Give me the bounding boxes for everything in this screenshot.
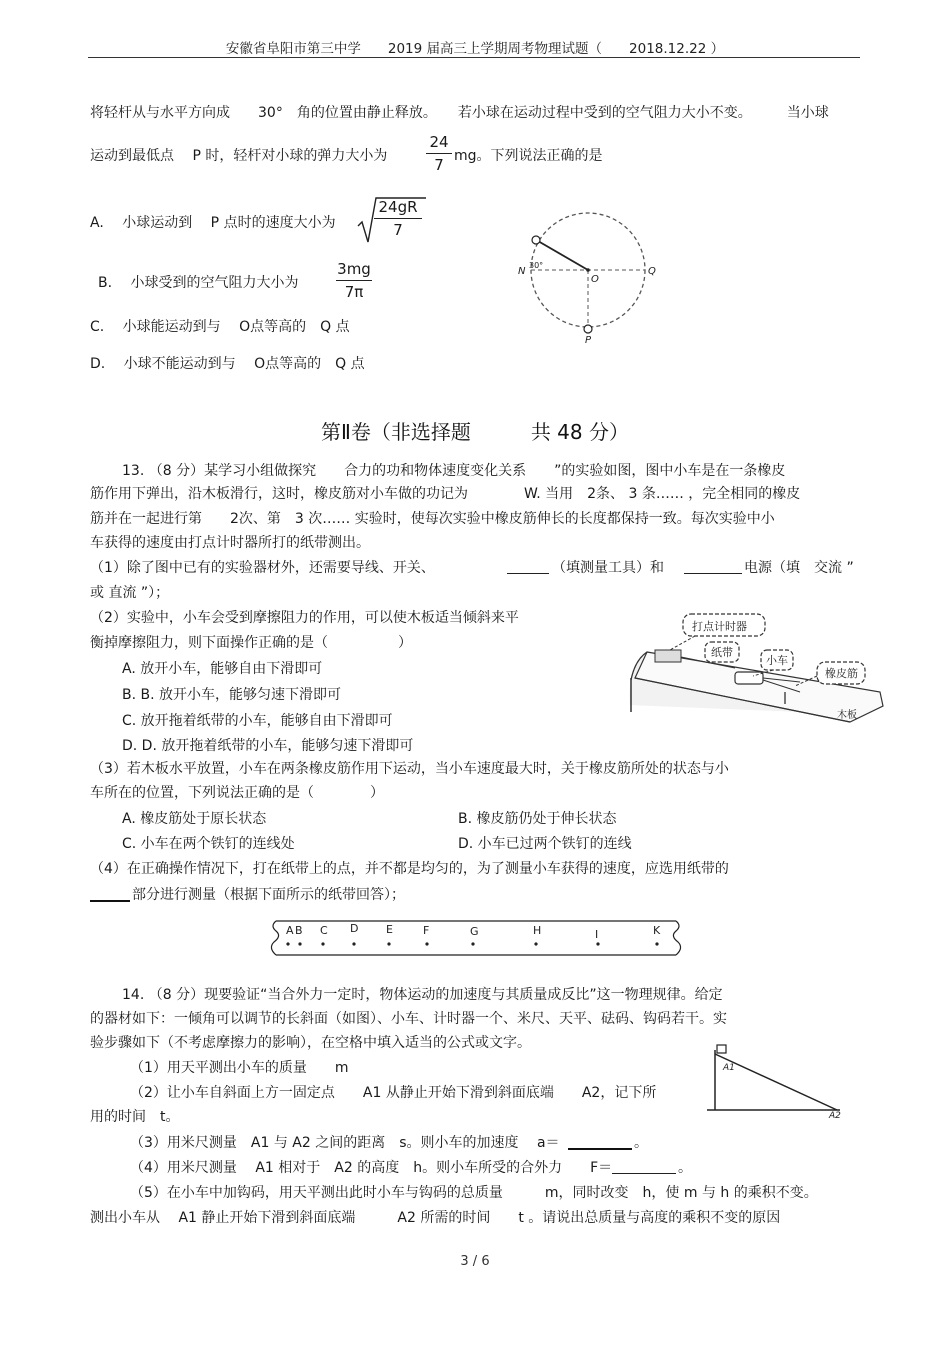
q14-step5-a: （5）在小车中加钩码，用天平测出此时小车与钩码的总质量 m，同时改变 h，使 m 与 h 的乘积不变。 — [130, 1185, 818, 1201]
tape-label-d: D — [350, 922, 359, 935]
apparatus-figure — [625, 610, 895, 740]
label-cart: 小车 — [766, 654, 788, 667]
tape-label-f: F — [423, 924, 430, 937]
page-header: 安徽省阜阳市第三中学 2019 届高三上学期周考物理试题（ 2018.12.22 ） — [225, 41, 725, 57]
q13-part3-option-d: D. 小车已过两个铁钉的连线 — [458, 836, 632, 852]
section-title: 第Ⅱ卷（非选择题 共 48 分） — [320, 420, 629, 444]
incline-figure — [705, 1040, 845, 1118]
q13-part1-a: （1）除了图中已有的实验器材外，还需要导线、开关、 — [90, 560, 435, 576]
q13-part1-blank2 — [684, 557, 742, 574]
q13-part2-option-c: C. 放开拖着纸带的小车，能够自由下滑即可 — [122, 713, 393, 729]
q13-part3-option-c: C. 小车在两个铁钉的连线处 — [122, 836, 295, 852]
tape-label-b: B — [295, 924, 303, 937]
label-a1: A1 — [723, 1063, 735, 1073]
q13-part3-b: 车所在的位置，下列说法正确的是（ ） — [90, 785, 384, 801]
tape-label-k: K — [653, 924, 661, 937]
q12-option-c: C. 小球能运动到与 O点等高的 Q 点 — [90, 319, 350, 335]
tape-label-g: G — [470, 925, 479, 938]
q13-line2: 筋作用下弹出，沿木板滑行，这时，橡皮筋对小车做的功记为 W. 当用 2条、 3 条…… ，完全相同的橡皮 — [90, 486, 801, 502]
fraction-denominator: 7 — [434, 156, 444, 174]
q13-part1-c: 电源（填 交流 ” — [744, 560, 854, 576]
q14-step1: （1）用天平测出小车的质量 m — [130, 1060, 349, 1076]
q14-step3-b: 。 — [634, 1135, 648, 1151]
tape-dots — [286, 942, 658, 945]
q12-force-fraction — [426, 133, 452, 174]
q13-part1-blank1 — [507, 557, 549, 574]
q13-part3-option-b: B. 橡皮筋仍处于伸长状态 — [458, 811, 617, 827]
q13-part2-a: （2）实验中，小车会受到摩擦阻力的作用，可以使木板适当倾斜来平 — [90, 610, 519, 626]
q14-step2-b: 用的时间 t。 — [90, 1109, 180, 1125]
q13-part4-b: 部分进行测量（根据下面所示的纸带回答）； — [132, 887, 405, 903]
q12-line1: 将轻杆从与水平方向成 30° 角的位置由静止释放。 若小球在运动过程中受到的空气阻力大小不变。 当小球 — [90, 105, 829, 121]
q13-line3: 筋并在一起进行第 2次、第 3 次…… 实验时，使每次实验中橡皮筋伸长的长度都保持一致。每次实验中小 — [90, 511, 775, 527]
q12-option-d: D. 小球不能运动到与 O点等高的 Q 点 — [90, 356, 365, 372]
q12-option-a-fraction — [374, 198, 422, 239]
q14-line3: 验步骤如下（不考虑摩擦力的影响），在空格中填入适当的公式或文字。 — [90, 1035, 531, 1051]
q13-part4-blank — [90, 884, 130, 902]
label-a2: A2 — [829, 1111, 841, 1118]
q12-line2-b: mg。下列说法正确的是 — [454, 148, 603, 164]
label-timer: 打点计时器 — [692, 620, 747, 633]
q14-step2-a: （2）让小车自斜面上方一固定点 A1 从静止开始下滑到斜面底端 A2，记下所 — [130, 1085, 657, 1101]
q13-line4: 车获得的速度由打点计时器所打的纸带测出。 — [90, 535, 370, 551]
tape-label-c: C — [320, 924, 328, 937]
q13-part1-b: （填测量工具）和 — [552, 560, 664, 576]
q14-step3-a: （3）用米尺测量 A1 与 A2 之间的距离 s。则小车的加速度 a＝ — [130, 1135, 560, 1151]
q13-part3-option-a: A. 橡皮筋处于原长状态 — [122, 811, 267, 827]
tape-label-a: A — [286, 924, 294, 937]
q14-step4-a: （4）用米尺测量 A1 相对于 A2 的高度 h。则小车所受的合外力 F＝ — [130, 1160, 613, 1176]
fraction-numerator: 3mg — [337, 260, 371, 278]
fraction-numerator: 24 — [429, 133, 449, 151]
label-o: O — [591, 274, 599, 285]
q13-part3-a: （3）若木板水平放置，小车在两条橡皮筋作用下运动，当小车速度最大时，关于橡皮筋所处的状态与小 — [90, 761, 729, 777]
tape-label-h: H — [533, 924, 542, 937]
tape-labels — [286, 922, 661, 941]
label-n: N — [518, 266, 526, 277]
q14-step4-blank — [612, 1157, 676, 1174]
label-board: 木板 — [837, 710, 857, 721]
q12-option-b-fraction — [336, 260, 372, 301]
q14-step3-blank — [568, 1132, 632, 1150]
q13-part4-a: （4）在正确操作情况下，打在纸带上的点，并不都是均匀的，为了测量小车获得的速度，应选用纸带的 — [90, 861, 729, 877]
fraction-numerator: 24gR — [378, 198, 418, 216]
q12-option-b: B. 小球受到的空气阻力大小为 — [98, 275, 299, 291]
q13-line1: 13. （8 分）某学习小组做探究 合力的功和物体速度变化关系 ”的实验如图，图中小车是在一条橡皮 — [122, 463, 786, 479]
q14-line2: 的器材如下：一倾角可以调节的长斜面（如图）、小车、计时器一个、米尺、天平、砝码、钩码若干。实 — [90, 1011, 727, 1027]
tape-label-i: I — [595, 928, 599, 941]
tape-label-e: E — [386, 923, 393, 936]
page-number: 3 / 6 — [460, 1254, 490, 1269]
label-band: 橡皮筋 — [825, 667, 858, 680]
q12-option-a: A. 小球运动到 P 点时的速度大小为 — [90, 215, 336, 231]
fraction-denominator: 7 — [393, 221, 403, 239]
fraction-denominator: 7π — [344, 283, 364, 301]
q13-part1-d: 或 直流 ”）； — [90, 585, 170, 601]
label-p: P — [585, 335, 592, 346]
ticker-tape-figure — [266, 916, 688, 960]
q13-part2-option-d: D. D. 放开拖着纸带的小车，能够匀速下滑即可 — [122, 738, 414, 754]
q14-step4-b: 。 — [678, 1160, 692, 1176]
circle-pendulum-figure — [505, 190, 675, 350]
label-angle: 30° — [529, 261, 544, 270]
header-rule — [88, 57, 860, 58]
q14-step5-b: 测出小车从 A1 静止开始下滑到斜面底端 A2 所需的时间 t 。请说出总质量与高度的乘积不变的原因 — [90, 1210, 781, 1226]
q13-part2-b: 衡掉摩擦阻力，则下面操作正确的是（ ） — [90, 635, 412, 651]
label-q: Q — [648, 266, 656, 277]
label-tape: 纸带 — [711, 646, 733, 659]
q12-line2-a: 运动到最低点 P 时，轻杆对小球的弹力大小为 — [90, 148, 388, 164]
q13-part2-option-a: A. 放开小车，能够自由下滑即可 — [122, 661, 323, 677]
q14-line1: 14. （8 分）现要验证“当合外力一定时，物体运动的加速度与其质量成反比”这一物理规律。给定 — [122, 987, 723, 1003]
q13-part2-option-b: B. B. 放开小车，能够匀速下滑即可 — [122, 687, 342, 703]
